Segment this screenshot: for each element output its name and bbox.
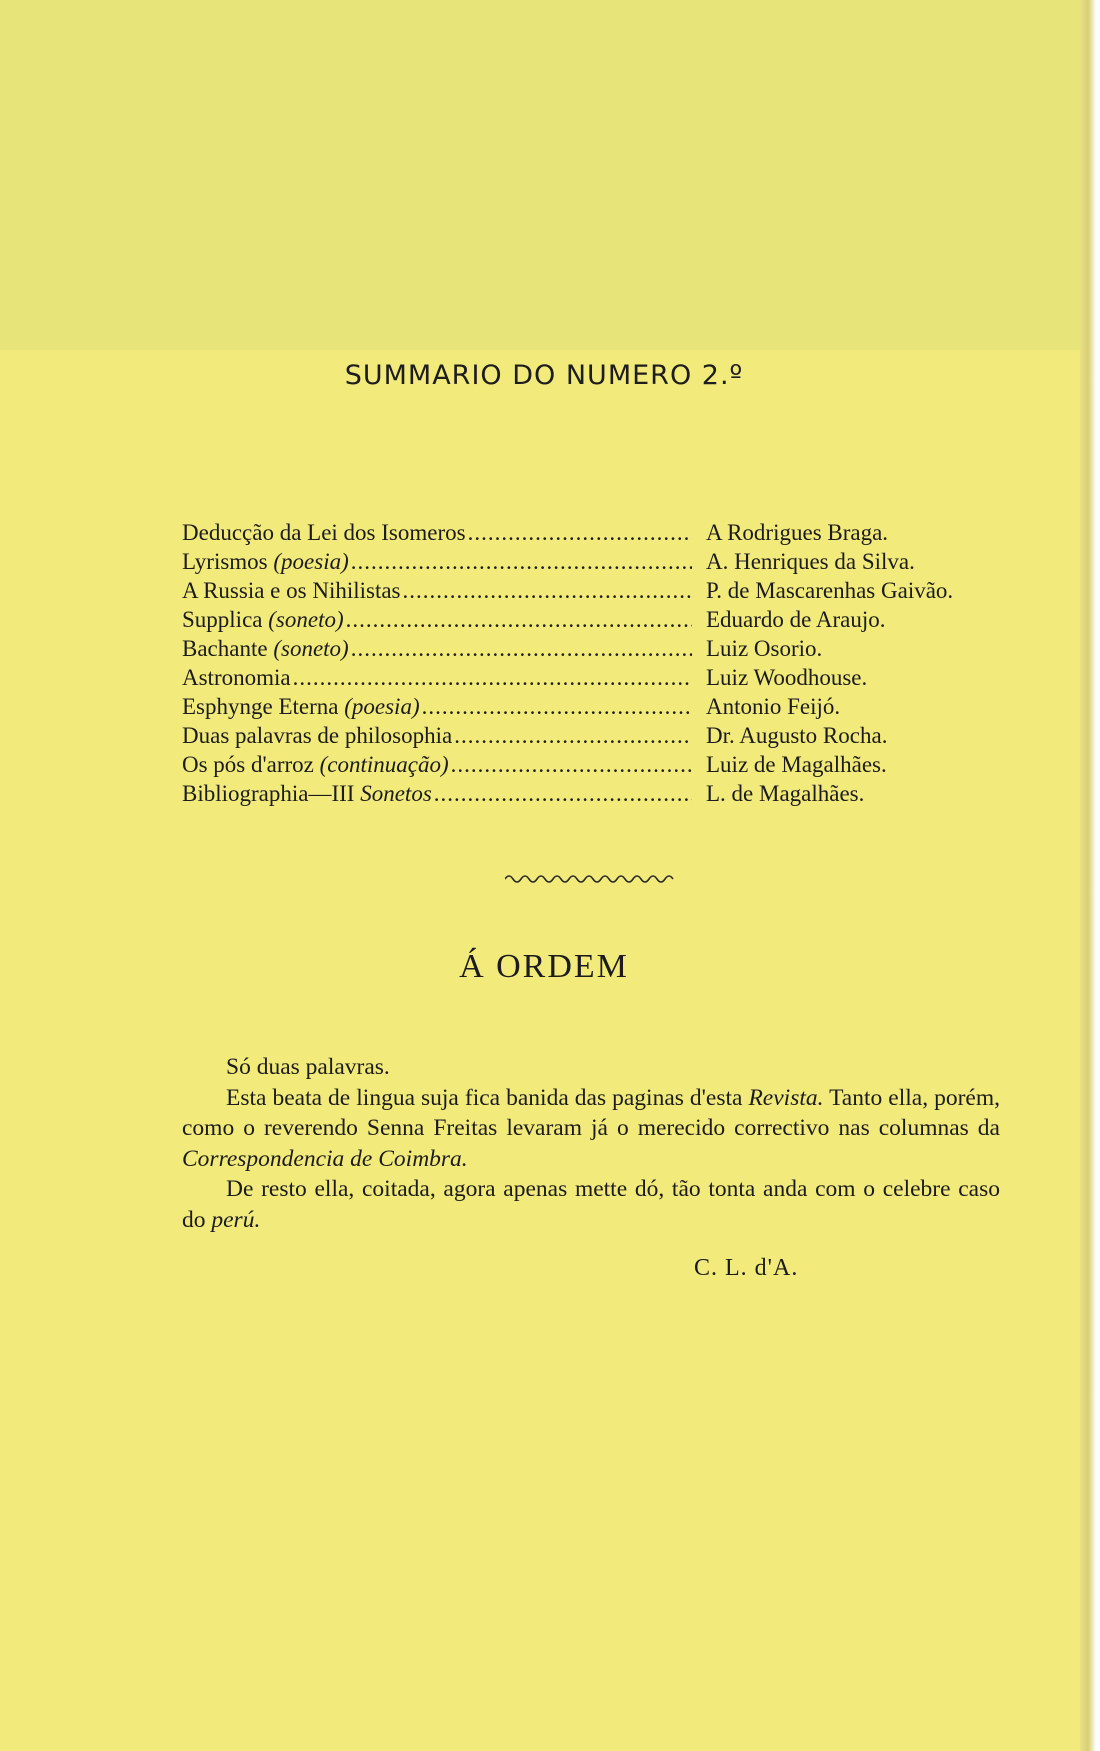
toc-entry-left — [182, 518, 692, 547]
toc-entry-left — [182, 576, 692, 605]
toc-entry-author: L. de Magalhães. — [706, 781, 865, 806]
toc-title-text: Supplica — [182, 607, 269, 632]
toc-entry — [182, 547, 1012, 576]
toc-title-text: A Russia e os Nihilistas — [182, 578, 401, 603]
emphasis-text: perú. — [211, 1206, 261, 1233]
article-signature: C. L. d'A. — [694, 1255, 799, 1281]
toc-entry — [182, 605, 1012, 634]
toc-entry-author: Dr. Augusto Rocha. — [706, 723, 888, 748]
toc-entry-title — [182, 576, 403, 605]
page-top-shade — [0, 0, 1088, 350]
toc-entry — [182, 518, 1012, 547]
toc-entry — [182, 750, 1012, 779]
ornament-divider — [505, 872, 675, 886]
toc-entry-title — [182, 663, 293, 692]
toc-entry-left — [182, 605, 692, 634]
toc-entry-title — [182, 634, 351, 663]
toc-title-text: Esphynge Eterna — [182, 694, 345, 719]
toc-entry-author: Antonio Feijó. — [706, 694, 841, 719]
toc-title-text: Astronomia — [182, 665, 291, 690]
toc-entry-title — [182, 750, 451, 779]
toc-leader-dots — [454, 721, 692, 750]
toc-entry-left — [182, 750, 692, 779]
toc-leader-dots — [351, 634, 692, 663]
toc-entry-left — [182, 721, 692, 750]
toc-title-text: Deducção da Lei dos Isomeros — [182, 520, 466, 545]
toc-entry-author: P. de Mascarenhas Gaivão. — [706, 578, 954, 603]
toc-entry — [182, 721, 1012, 750]
toc-entry-title — [182, 547, 351, 576]
toc-entry-left — [182, 634, 692, 663]
toc-title-note: (soneto) — [268, 607, 344, 632]
paragraph-text: De resto ella, coitada, agora apenas mette dó, tão tonta anda com o celebre caso do — [182, 1176, 1000, 1233]
toc-entry-author: Luiz de Magalhães. — [706, 752, 887, 777]
toc-entry-author: A. Henriques da Silva. — [706, 549, 915, 574]
article-paragraph — [182, 1083, 1000, 1175]
toc-title-text: Lyrismos — [182, 549, 274, 574]
article-paragraph — [182, 1174, 1000, 1235]
article-paragraph — [182, 1052, 1000, 1083]
toc-entry-author: A Rodrigues Braga. — [706, 520, 889, 545]
toc-entry-title — [182, 605, 346, 634]
toc-entry-author: Luiz Woodhouse. — [706, 665, 868, 690]
toc-title-text: Bibliographia—III — [182, 781, 361, 806]
toc-entry — [182, 634, 1012, 663]
paragraph-text: Esta beata de lingua suja fica banida das paginas d'esta — [226, 1084, 749, 1111]
toc-entry-left — [182, 779, 692, 808]
toc-entry — [182, 576, 1012, 605]
paragraph-text: Tanto ella, porém, como o reverendo Senna Freitas levaram já o merecido correctivo nas columnas da — [182, 1084, 1000, 1141]
article-heading: Á ORDEM — [459, 948, 629, 985]
toc-title-text: Bachante — [182, 636, 274, 661]
toc-title-note: (poesia) — [344, 694, 420, 719]
toc-leader-dots — [293, 663, 692, 692]
toc-title-note: (soneto) — [273, 636, 349, 661]
toc-title-note: (poesia) — [273, 549, 349, 574]
toc-title-text: Duas palavras de philosophia — [182, 723, 453, 748]
toc-entry — [182, 692, 1012, 721]
paragraph-text: Só duas palavras. — [226, 1054, 390, 1080]
table-of-contents — [182, 518, 1012, 808]
toc-entry — [182, 663, 1012, 692]
toc-leader-dots — [451, 750, 692, 779]
toc-leader-dots — [346, 605, 692, 634]
summary-title: SUMMARIO DO NUMERO 2.º — [344, 360, 744, 391]
toc-entry-author: Eduardo de Araujo. — [706, 607, 886, 632]
toc-entry-title — [182, 518, 468, 547]
toc-entry-title — [182, 692, 422, 721]
toc-entry — [182, 779, 1012, 808]
toc-entry-left — [182, 692, 692, 721]
journal-name: Revista. — [748, 1084, 824, 1111]
toc-title-note: (continuação) — [319, 752, 449, 777]
article-body — [182, 1052, 1000, 1235]
toc-leader-dots — [403, 576, 692, 605]
newspaper-name: Correspondencia de Coimbra. — [182, 1145, 468, 1172]
toc-title-note: Sonetos — [360, 781, 432, 806]
toc-entry-title — [182, 779, 434, 808]
toc-leader-dots — [434, 779, 692, 808]
toc-leader-dots — [422, 692, 692, 721]
toc-title-text: Os pós d'arroz — [182, 752, 320, 777]
toc-entry-author: Luiz Osorio. — [706, 636, 823, 661]
toc-entry-left — [182, 663, 692, 692]
toc-leader-dots — [351, 547, 692, 576]
toc-leader-dots — [468, 518, 692, 547]
toc-entry-title — [182, 721, 454, 750]
toc-entry-left — [182, 547, 692, 576]
page-edge — [1080, 0, 1100, 1751]
